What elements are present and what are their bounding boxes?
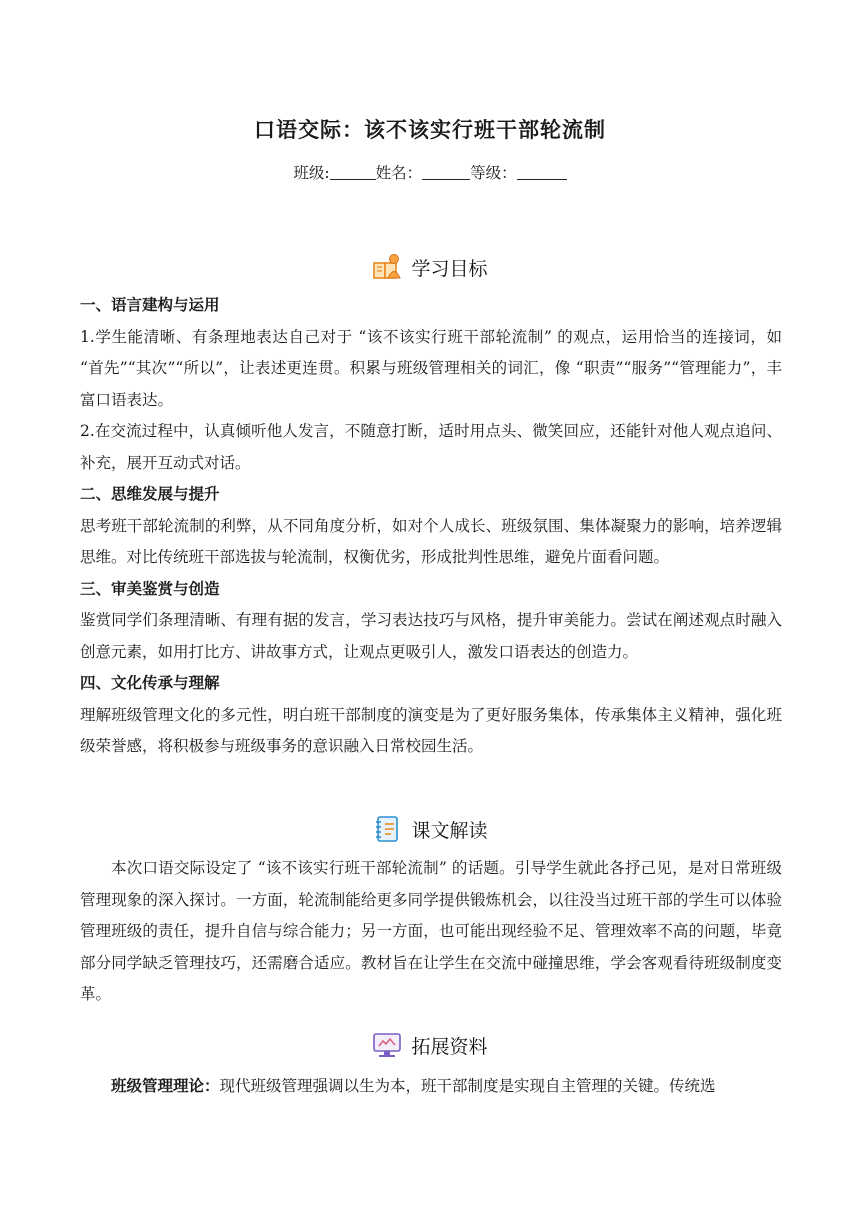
student-info-line [0,161,860,183]
objective-heading-4: 四、文化传承与理解 [80,674,220,692]
objective-heading-2: 二、思维发展与提升 [80,485,220,503]
grade-blank [517,164,567,180]
reading-body [80,853,782,1011]
objectives-body [80,290,782,763]
extension-title: 拓展资料 [411,1035,488,1058]
objectives-title: 学习目标 [411,257,488,280]
class-label: 班级: [293,164,330,182]
grade-label: 等级： [470,164,517,182]
objective-paragraph-5: 理解班级管理文化的多元性，明白班干部制度的演变是为了更好服务集体，传承集体主义精神，强化班级荣誉感，将积极参与班级事务的意识融入日常校园生活。 [80,705,782,755]
reading-header [0,812,860,846]
notebook-icon [372,814,402,844]
objective-heading-3: 三、审美鉴赏与创造 [80,579,220,598]
objectives-header [0,250,860,284]
page-title: 口语交际：该不该实行班干部轮流制 [254,118,606,142]
objective-paragraph-2: 2.在交流过程中，认真倾听他人发言，不随意打断，适时用点头、微笑回应，还能针对他人观点追问、补充，展开互动式对话。 [80,422,782,472]
objective-paragraph-4: 鉴赏同学们条理清晰、有理有据的发言，学习表达技巧与风格，提升审美能力。尝试在阐述观点时融入创意元素，如用打比方、讲故事方式，让观点更吸引人，激发口语表达的创造力。 [80,611,782,661]
extension-body [80,1070,782,1103]
objective-paragraph-3: 思考班干部轮流制的利弊，从不同角度分析，如对个人成长、班级氛围、集体凝聚力的影响，培养逻辑思维。对比传统班干部选拔与轮流制，权衡优劣，形成批判性思维，避免片面看问题。 [80,516,782,566]
extension-lead: 班级管理理论： [111,1076,220,1095]
objective-heading-1: 一、语言建构与运用 [80,296,220,314]
reading-title: 课文解读 [411,819,488,842]
extension-paragraph [80,1070,782,1103]
monitor-icon [372,1030,402,1060]
class-blank [330,164,376,180]
reading-paragraph: 本次口语交际设定了 “该不该实行班干部轮流制” 的话题。引导学生就此各抒己见，是对日常班级管理现象的深入探讨。一方面，轮流制能给更多同学提供锻炼机会，以往没当过班干部的学生可以体验管理班级的责任，提升自信与综合能力；另一方面，也可能出现经验不足、管理效率不高的问题，毕竟部分同学缺乏管理技巧，还需磨合适应。教材旨在让学生在交流中碰撞思维，学会客观看待班级制度变革。 [80,859,782,1003]
name-label: 姓名： [375,164,423,182]
name-blank [422,164,470,180]
objective-paragraph-1: 1.学生能清晰、有条理地表达自己对于 “该不该实行班干部轮流制” 的观点，运用恰当的连接词，如 “首先”“其次”“所以”，让表述更连贯。积累与班级管理相关的词汇，像 “职责”“服务”“管理能力”，丰富口语表达。 [80,327,782,409]
extension-header [0,1028,860,1062]
extension-text: 现代班级管理强调以生为本，班干部制度是实现自主管理的关键。传统选 [219,1077,716,1095]
reading-icon [372,252,402,282]
